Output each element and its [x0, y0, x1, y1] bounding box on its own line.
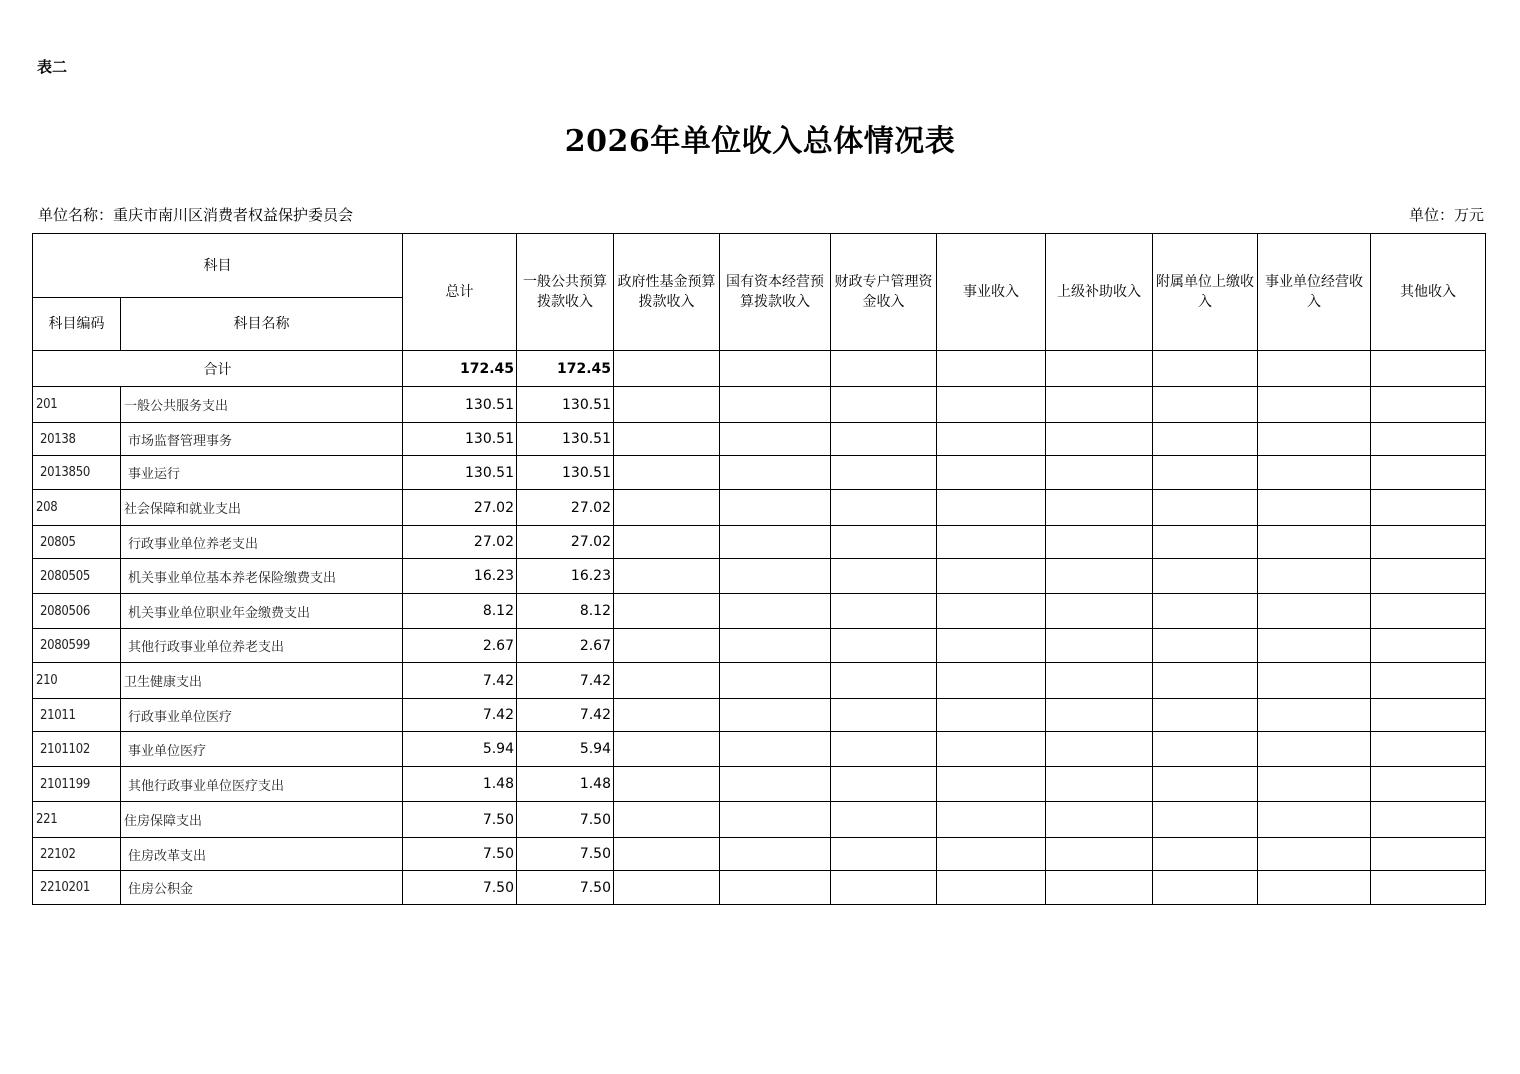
empty-cell	[1153, 732, 1258, 767]
empty-cell	[831, 387, 937, 423]
empty-cell	[1046, 732, 1153, 767]
row-general-budget: 7.42	[517, 663, 614, 699]
page-title: 2026年单位收入总体情况表	[564, 124, 956, 159]
empty-cell	[937, 526, 1046, 559]
header-subject: 科目	[33, 234, 403, 298]
empty-cell	[1371, 387, 1486, 423]
row-general-budget: 7.42	[517, 699, 614, 732]
row-total: 130.51	[403, 456, 517, 490]
row-total: 7.50	[403, 871, 517, 905]
empty-cell	[720, 871, 831, 905]
table-row	[33, 559, 1486, 594]
empty-cell	[1153, 802, 1258, 838]
empty-cell	[614, 871, 720, 905]
row-general-budget: 130.51	[517, 423, 614, 456]
header-col-business-income: 事业收入	[937, 234, 1046, 351]
empty-cell	[1258, 526, 1371, 559]
empty-cell	[1153, 594, 1258, 629]
empty-cell	[614, 423, 720, 456]
empty-cell	[720, 490, 831, 526]
empty-cell	[937, 838, 1046, 871]
empty-cell	[614, 387, 720, 423]
empty-cell	[1046, 594, 1153, 629]
empty-cell	[1371, 663, 1486, 699]
table-row	[33, 423, 1486, 456]
row-total: 27.02	[403, 526, 517, 559]
empty-cell	[831, 732, 937, 767]
table-row	[33, 838, 1486, 871]
empty-cell	[1153, 490, 1258, 526]
empty-cell	[614, 526, 720, 559]
empty-cell	[614, 732, 720, 767]
empty-cell	[1258, 838, 1371, 871]
row-total: 5.94	[403, 732, 517, 767]
empty-cell	[1046, 838, 1153, 871]
empty-cell	[720, 387, 831, 423]
income-table	[32, 233, 1486, 905]
row-total: 1.48	[403, 767, 517, 802]
empty-cell	[831, 594, 937, 629]
empty-cell	[1371, 456, 1486, 490]
empty-cell	[720, 838, 831, 871]
row-general-budget: 27.02	[517, 526, 614, 559]
empty-cell	[1153, 871, 1258, 905]
row-general-budget: 130.51	[517, 456, 614, 490]
empty-cell	[831, 490, 937, 526]
row-name: 社会保障和就业支出	[121, 490, 403, 526]
empty-cell	[1371, 526, 1486, 559]
header-col-operating-income: 事业单位经营收入	[1258, 234, 1371, 351]
row-name: 市场监督管理事务	[121, 423, 403, 456]
table-row	[33, 526, 1486, 559]
row-general-budget: 2.67	[517, 629, 614, 663]
row-general-budget: 7.50	[517, 871, 614, 905]
row-code: 2080505	[33, 559, 121, 594]
empty-cell	[1371, 767, 1486, 802]
row-total: 2.67	[403, 629, 517, 663]
empty-cell	[937, 351, 1046, 387]
empty-cell	[1153, 456, 1258, 490]
row-name: 行政事业单位养老支出	[121, 526, 403, 559]
table-row	[33, 802, 1486, 838]
empty-cell	[614, 767, 720, 802]
empty-cell	[614, 351, 720, 387]
total-row	[33, 351, 1486, 387]
empty-cell	[831, 767, 937, 802]
table-row	[33, 387, 1486, 423]
header-col-gov-fund: 政府性基金预算拨款收入	[614, 234, 720, 351]
empty-cell	[831, 629, 937, 663]
table-row	[33, 663, 1486, 699]
empty-cell	[1371, 594, 1486, 629]
total-general-budget: 172.45	[517, 351, 614, 387]
empty-cell	[1153, 526, 1258, 559]
empty-cell	[831, 838, 937, 871]
empty-cell	[831, 351, 937, 387]
row-total: 7.42	[403, 699, 517, 732]
empty-cell	[1046, 767, 1153, 802]
empty-cell	[1046, 526, 1153, 559]
table-row	[33, 594, 1486, 629]
empty-cell	[1258, 732, 1371, 767]
empty-cell	[614, 559, 720, 594]
row-code: 2080506	[33, 594, 121, 629]
empty-cell	[831, 663, 937, 699]
row-total: 7.50	[403, 802, 517, 838]
row-general-budget: 7.50	[517, 838, 614, 871]
row-general-budget: 130.51	[517, 387, 614, 423]
row-name: 行政事业单位医疗	[121, 699, 403, 732]
empty-cell	[1046, 351, 1153, 387]
table-row	[33, 767, 1486, 802]
row-total: 27.02	[403, 490, 517, 526]
unit-name: 单位名称：重庆市南川区消费者权益保护委员会	[38, 206, 354, 224]
empty-cell	[1153, 423, 1258, 456]
row-code: 210	[33, 663, 121, 699]
row-name: 一般公共服务支出	[121, 387, 403, 423]
row-general-budget: 1.48	[517, 767, 614, 802]
row-total: 7.42	[403, 663, 517, 699]
row-name: 机关事业单位职业年金缴费支出	[121, 594, 403, 629]
empty-cell	[720, 767, 831, 802]
empty-cell	[1046, 559, 1153, 594]
empty-cell	[1258, 594, 1371, 629]
empty-cell	[937, 663, 1046, 699]
row-code: 20138	[33, 423, 121, 456]
row-total: 130.51	[403, 387, 517, 423]
header-col-other-income: 其他收入	[1371, 234, 1486, 351]
empty-cell	[1371, 559, 1486, 594]
row-name: 住房保障支出	[121, 802, 403, 838]
row-general-budget: 5.94	[517, 732, 614, 767]
empty-cell	[1046, 699, 1153, 732]
empty-cell	[1046, 387, 1153, 423]
empty-cell	[1258, 559, 1371, 594]
empty-cell	[831, 423, 937, 456]
empty-cell	[1153, 838, 1258, 871]
empty-cell	[1046, 490, 1153, 526]
row-code: 2013850	[33, 456, 121, 490]
empty-cell	[831, 802, 937, 838]
empty-cell	[614, 490, 720, 526]
row-code: 201	[33, 387, 121, 423]
empty-cell	[1258, 767, 1371, 802]
empty-cell	[831, 526, 937, 559]
row-code: 22102	[33, 838, 121, 871]
empty-cell	[1371, 871, 1486, 905]
empty-cell	[1153, 767, 1258, 802]
empty-cell	[1258, 802, 1371, 838]
header-col-state-capital: 国有资本经营预算拨款收入	[720, 234, 831, 351]
empty-cell	[937, 423, 1046, 456]
table-row	[33, 456, 1486, 490]
row-name: 事业单位医疗	[121, 732, 403, 767]
row-total: 8.12	[403, 594, 517, 629]
empty-cell	[1258, 387, 1371, 423]
row-name: 其他行政事业单位养老支出	[121, 629, 403, 663]
empty-cell	[937, 767, 1046, 802]
empty-cell	[937, 629, 1046, 663]
empty-cell	[720, 423, 831, 456]
table-row	[33, 732, 1486, 767]
empty-cell	[831, 559, 937, 594]
empty-cell	[614, 838, 720, 871]
header-col-special-account: 财政专户管理资金收入	[831, 234, 937, 351]
empty-cell	[1371, 699, 1486, 732]
row-name: 住房公积金	[121, 871, 403, 905]
empty-cell	[614, 594, 720, 629]
empty-cell	[1153, 351, 1258, 387]
empty-cell	[937, 594, 1046, 629]
empty-cell	[1046, 456, 1153, 490]
row-name: 其他行政事业单位医疗支出	[121, 767, 403, 802]
empty-cell	[1153, 559, 1258, 594]
row-name: 机关事业单位基本养老保险缴费支出	[121, 559, 403, 594]
table-row	[33, 629, 1486, 663]
row-code: 21011	[33, 699, 121, 732]
row-code: 2101102	[33, 732, 121, 767]
row-code: 2210201	[33, 871, 121, 905]
row-general-budget: 16.23	[517, 559, 614, 594]
header-col-total: 总计	[403, 234, 517, 351]
empty-cell	[1258, 699, 1371, 732]
empty-cell	[1371, 351, 1486, 387]
row-total: 130.51	[403, 423, 517, 456]
empty-cell	[937, 559, 1046, 594]
empty-cell	[720, 629, 831, 663]
empty-cell	[1371, 802, 1486, 838]
empty-cell	[1258, 423, 1371, 456]
empty-cell	[720, 351, 831, 387]
empty-cell	[1046, 871, 1153, 905]
empty-cell	[614, 629, 720, 663]
row-total: 7.50	[403, 838, 517, 871]
row-code: 208	[33, 490, 121, 526]
table-row	[33, 871, 1486, 905]
empty-cell	[937, 456, 1046, 490]
empty-cell	[1371, 732, 1486, 767]
empty-cell	[614, 456, 720, 490]
empty-cell	[1046, 629, 1153, 663]
empty-cell	[720, 594, 831, 629]
row-code: 20805	[33, 526, 121, 559]
table-row	[33, 699, 1486, 732]
empty-cell	[1371, 629, 1486, 663]
empty-cell	[720, 663, 831, 699]
empty-cell	[831, 871, 937, 905]
empty-cell	[720, 559, 831, 594]
empty-cell	[831, 699, 937, 732]
empty-cell	[1153, 699, 1258, 732]
empty-cell	[1046, 802, 1153, 838]
empty-cell	[720, 526, 831, 559]
empty-cell	[937, 732, 1046, 767]
header-col-general-budget: 一般公共预算拨款收入	[517, 234, 614, 351]
empty-cell	[1258, 351, 1371, 387]
header-col-superior-subsidy: 上级补助收入	[1046, 234, 1153, 351]
empty-cell	[1153, 387, 1258, 423]
header-subject-name: 科目名称	[121, 298, 403, 351]
empty-cell	[937, 699, 1046, 732]
empty-cell	[937, 387, 1046, 423]
empty-cell	[720, 699, 831, 732]
empty-cell	[937, 490, 1046, 526]
empty-cell	[1258, 456, 1371, 490]
total-label: 合计	[33, 351, 403, 387]
row-code: 221	[33, 802, 121, 838]
row-total: 16.23	[403, 559, 517, 594]
table-row	[33, 490, 1486, 526]
row-general-budget: 7.50	[517, 802, 614, 838]
row-general-budget: 8.12	[517, 594, 614, 629]
empty-cell	[1258, 629, 1371, 663]
empty-cell	[614, 699, 720, 732]
empty-cell	[720, 802, 831, 838]
empty-cell	[1046, 423, 1153, 456]
unit-label: 单位：万元	[1408, 206, 1484, 224]
empty-cell	[1153, 629, 1258, 663]
total-total: 172.45	[403, 351, 517, 387]
empty-cell	[1371, 423, 1486, 456]
empty-cell	[1258, 871, 1371, 905]
sheet-label: 表二	[37, 58, 68, 76]
header-col-affiliated-payment: 附属单位上缴收入	[1153, 234, 1258, 351]
empty-cell	[614, 663, 720, 699]
row-code: 2101199	[33, 767, 121, 802]
row-name: 住房改革支出	[121, 838, 403, 871]
row-code: 2080599	[33, 629, 121, 663]
empty-cell	[1258, 663, 1371, 699]
row-name: 卫生健康支出	[121, 663, 403, 699]
empty-cell	[720, 456, 831, 490]
empty-cell	[937, 871, 1046, 905]
empty-cell	[831, 456, 937, 490]
row-general-budget: 27.02	[517, 490, 614, 526]
header-subject-code: 科目编码	[33, 298, 121, 351]
empty-cell	[937, 802, 1046, 838]
empty-cell	[1153, 663, 1258, 699]
empty-cell	[1258, 490, 1371, 526]
row-name: 事业运行	[121, 456, 403, 490]
empty-cell	[720, 732, 831, 767]
empty-cell	[1046, 663, 1153, 699]
empty-cell	[1371, 490, 1486, 526]
empty-cell	[1371, 838, 1486, 871]
empty-cell	[614, 802, 720, 838]
